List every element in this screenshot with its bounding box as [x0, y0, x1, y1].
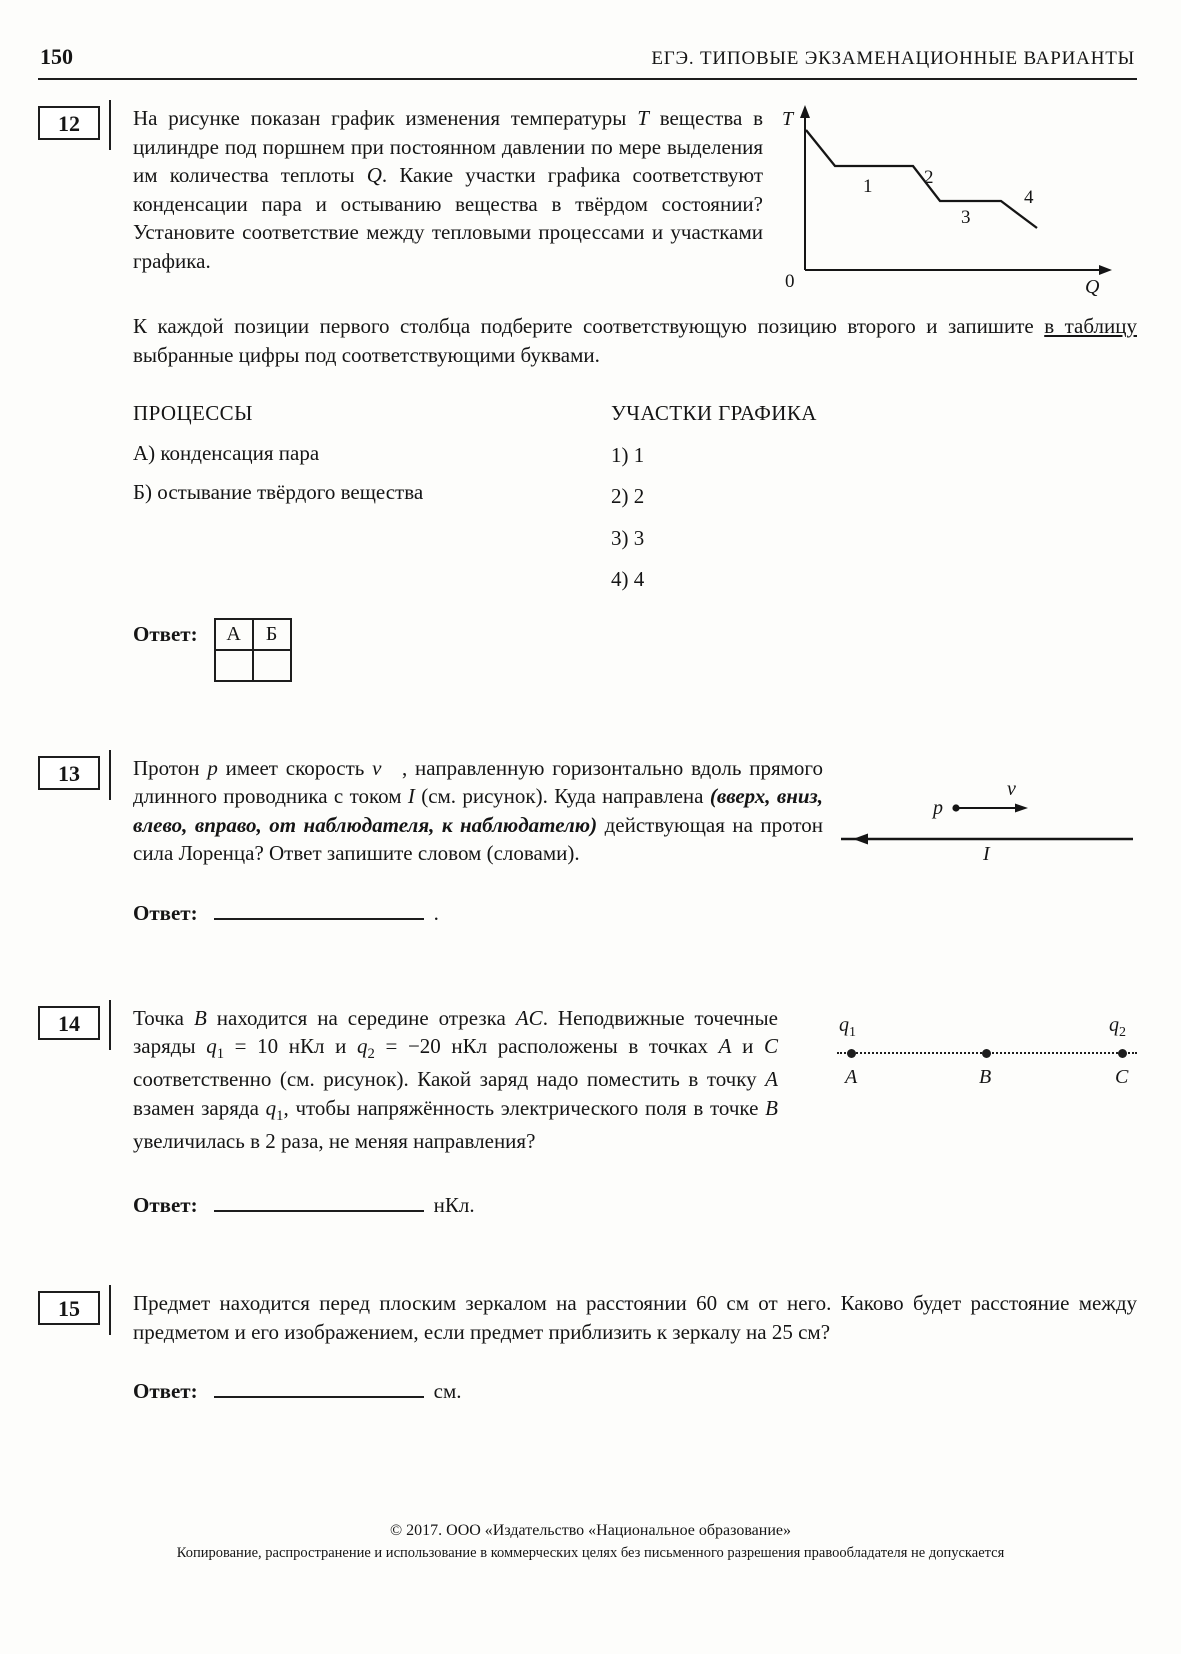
velocity-label: v⃗	[1007, 781, 1032, 800]
matching-instruction: К каждой позиции первого столбца подберите соответствующую позицию второго и запишите в таблицу выбранные цифры под соответствующими буквами.	[133, 314, 1137, 367]
answer-label: Ответ:	[133, 1192, 198, 1217]
answer-cell-a[interactable]	[215, 650, 253, 681]
question-15	[38, 1289, 1137, 1406]
section-item-4: 4) 4	[611, 567, 645, 592]
t-axis-arrow-icon	[800, 105, 810, 118]
section-item-1: 1) 1	[611, 442, 645, 467]
answer-label: Ответ:	[133, 621, 198, 646]
question-13	[38, 754, 1137, 928]
segment-1-label: 1	[863, 176, 873, 197]
header-title: ЕГЭ. ТИПОВЫЕ ЭКЗАМЕНАЦИОННЫЕ ВАРИАНТЫ	[651, 48, 1135, 69]
answer-suffix: см.	[433, 1379, 462, 1404]
answer-suffix: нКл.	[433, 1192, 475, 1217]
question-14	[38, 1004, 1137, 1220]
q15-answer-blank[interactable]	[214, 1376, 424, 1398]
q13-answer-line	[133, 898, 1137, 928]
q1-label: $q_1$	[839, 1013, 856, 1040]
charge-dot-b	[982, 1049, 991, 1058]
origin-label: 0	[785, 271, 795, 292]
q12-answer-block	[133, 618, 1137, 682]
question-13-marker	[38, 754, 111, 800]
sections-title: УЧАСТКИ ГРАФИКА	[611, 401, 817, 426]
question-marker-bar	[109, 1285, 111, 1335]
section-item-3: 3) 3	[611, 525, 645, 550]
matching-columns	[133, 399, 1137, 594]
current-label: I	[983, 842, 990, 862]
answer-label: Ответ:	[133, 901, 198, 926]
point-b-label: B	[979, 1065, 992, 1088]
temperature-curve	[806, 130, 1037, 228]
question-marker-bar	[109, 100, 111, 150]
question-15-marker	[38, 1289, 111, 1335]
answer-col-b-header: Б	[253, 619, 291, 650]
answer-suffix: .	[433, 901, 439, 926]
point-a-label: A	[845, 1065, 858, 1088]
process-item-b: Б) остывание твёрдого вещества	[133, 480, 424, 505]
question-13-text: Протон p имеет скорость v⃗ , направленную горизонтально вдоль прямого длинного проводника с током I (см. рисунок). Куда направлена (вверх, вниз, влево, вправо, от наблюдателя, к наблюдателю) действующая на протон сила Лоренца? Ответ запишите словом (словами).	[133, 755, 824, 866]
page-header	[38, 0, 1137, 80]
segment-4-label: 4	[1024, 187, 1034, 208]
q15-answer-line	[133, 1376, 1137, 1406]
charge-dot-c	[1118, 1049, 1127, 1058]
question-13-number: 13	[38, 756, 100, 790]
q14-answer-blank[interactable]	[214, 1190, 424, 1212]
question-15-number: 15	[38, 1291, 100, 1325]
q14-answer-line	[133, 1190, 1137, 1220]
question-marker-bar	[109, 1000, 111, 1050]
section-item-2: 2) 2	[611, 484, 645, 509]
t-axis-label: T	[782, 108, 794, 130]
answer-cell-b[interactable]	[253, 650, 291, 681]
legal-line: Копирование, распространение и использование в коммерческих целях без письменного разрешения правообладателя не допускается	[176, 1545, 1005, 1561]
answer-col-a-header: А	[215, 619, 253, 650]
q-axis-arrow-icon	[1099, 265, 1112, 275]
question-15-text: Предмет находится перед плоским зеркалом на расстоянии 60 см от него. Каково будет расстояние между предметом и его изображением, если предмет приблизить к зеркалу на 25 см?	[133, 1291, 1137, 1344]
question-14-marker	[38, 1004, 111, 1050]
q-axis-label: Q	[1085, 276, 1100, 296]
current-arrow-head-icon	[853, 833, 868, 844]
process-item-a: А) конденсация пара	[133, 440, 320, 465]
point-c-label: C	[1115, 1065, 1129, 1088]
q13-proton-wire-figure	[837, 782, 1137, 862]
page-footer	[0, 1522, 1181, 1562]
segment-2-label: 2	[924, 167, 934, 188]
page-number: 150	[40, 44, 73, 69]
q12-graph-figure	[777, 100, 1113, 296]
proton-label: p	[933, 796, 943, 819]
velocity-arrow-head-icon	[1015, 803, 1028, 812]
q13-answer-blank[interactable]	[214, 898, 424, 920]
q14-charges-figure	[837, 1010, 1137, 1094]
segment-3-label: 3	[961, 207, 971, 228]
question-12-marker	[38, 104, 111, 150]
question-12-text: На рисунке показан график изменения температуры T вещества в цилиндре под поршнем при постоянном давлении по мере выделения им количества теплоты Q. Какие участки графика соответствуют конденсации пара и остыванию вещества в твёрдом состоянии? Установите соответствие между тепловыми процессами и участками графика.	[133, 106, 763, 273]
q12-answer-table	[214, 618, 292, 682]
processes-title: ПРОЦЕССЫ	[133, 401, 253, 426]
question-marker-bar	[109, 750, 111, 800]
copyright-line: © 2017. ООО «Издательство «Национальное образование»	[389, 1522, 791, 1539]
question-14-text: Точка B находится на середине отрезка AC. Неподвижные точечные заряды $q_1 = 10$ нКл и $q_2 = -20$ нКл расположены в точках A и C соответственно (см. рисунок). Какой заряд надо поместить в точку A взамен заряда $q_1$, чтобы напряжённость электрического поля в точке B увеличилась в 2 раза, не меняя направления?	[133, 1005, 778, 1153]
question-12	[38, 104, 1137, 682]
answer-label: Ответ:	[133, 1379, 198, 1404]
charge-dot-a	[847, 1049, 856, 1058]
q2-label: $q_2$	[1109, 1013, 1126, 1040]
question-12-number: 12	[38, 106, 100, 140]
question-14-number: 14	[38, 1006, 100, 1040]
